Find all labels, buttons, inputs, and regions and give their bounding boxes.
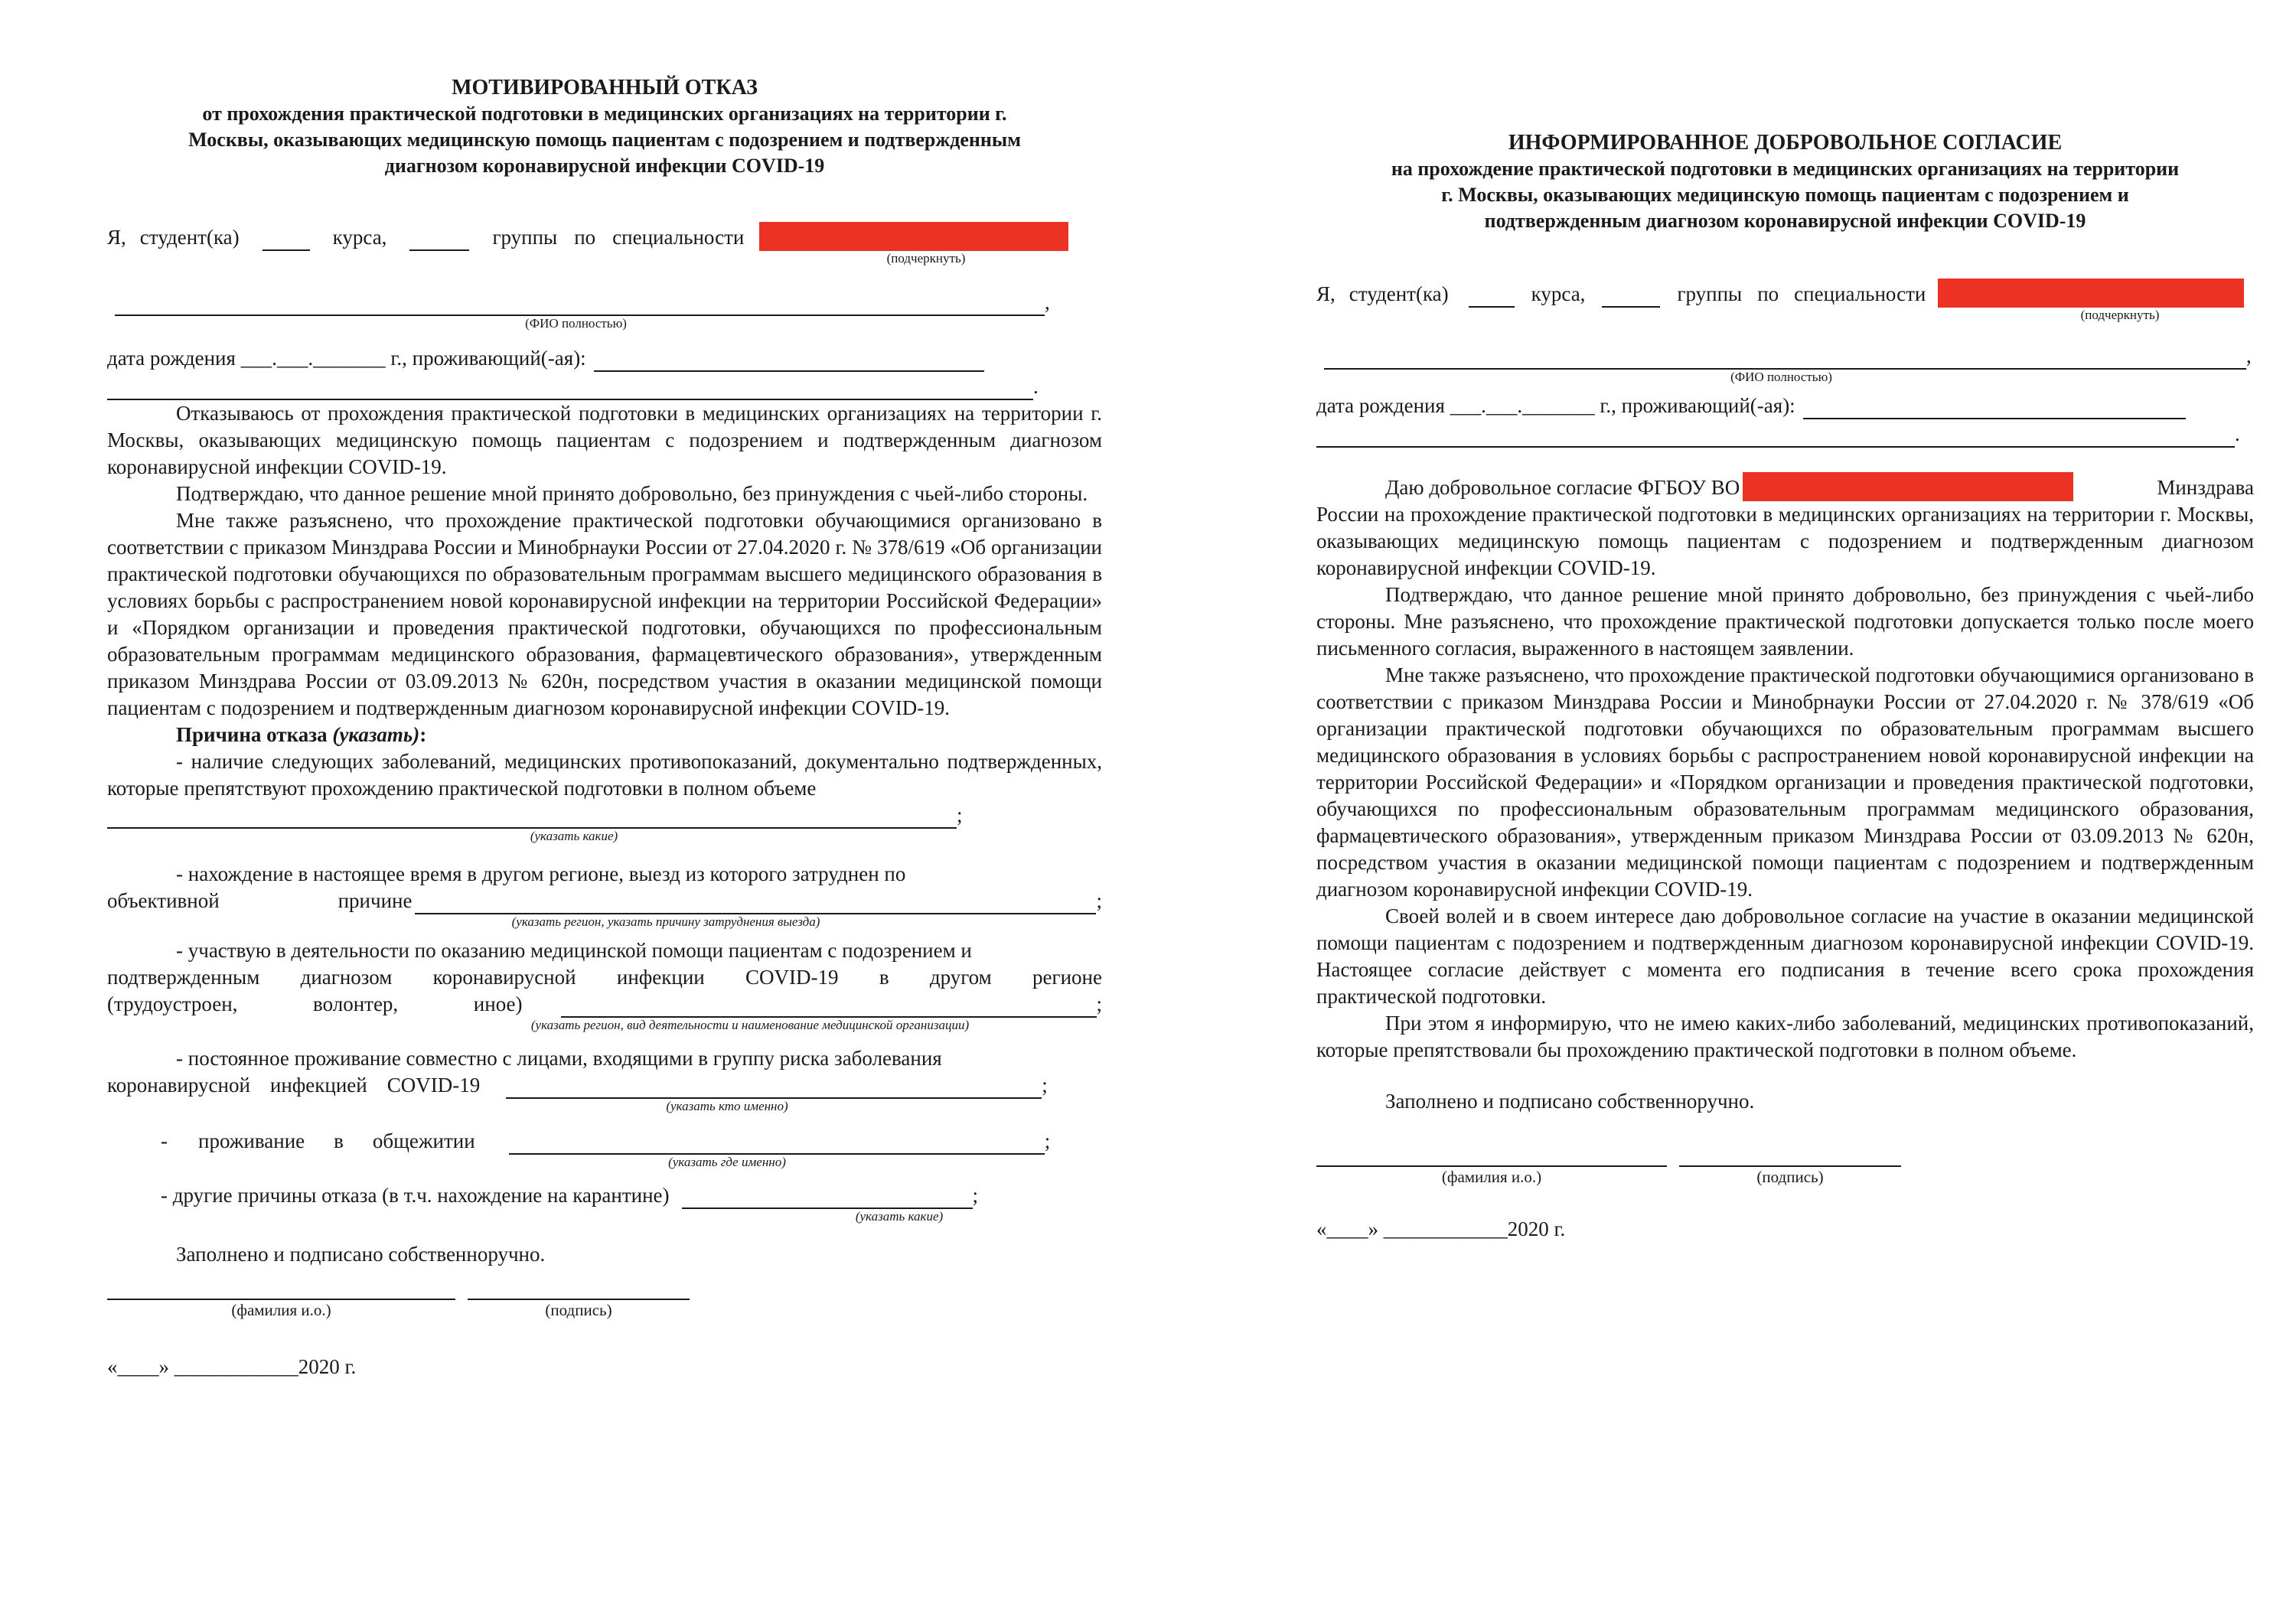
address-field[interactable] bbox=[594, 350, 984, 372]
reason-6-text: - другие причины отказа (в т.ч. нахождение на карантине) bbox=[161, 1184, 670, 1207]
course-field[interactable] bbox=[1469, 286, 1515, 308]
reason-1-line bbox=[107, 802, 1102, 829]
consent-paragraph: Своей волей и в своем интересе даю добровольное согласие на участие в оказании медицинской помощи пациентам с подозрением и подтвержденным диагнозом коронавирусной инфекции COVID-19. Настоящее согласие действует с момента его подписания в течение всего срока прохождения практической подготовки. bbox=[1316, 904, 2254, 1008]
address-field[interactable] bbox=[1803, 398, 2186, 419]
reason-label: Причина отказа bbox=[176, 723, 328, 746]
student-line bbox=[1316, 279, 2254, 308]
address-field-2[interactable] bbox=[1316, 426, 2235, 448]
reason-3-word: (трудоустроен, bbox=[107, 992, 238, 1015]
refusal-paragraph: Мне также разъяснено, что прохождение практической подготовки обучающимися организовано в соответствии с приказом Минздрава России и Минобрнауки России от 27.04.2020 г. № 378/619 «Об организации практической подготовки обучающихся по образовательным программам высшего медицинского образования в условиях борьбы с распространением новой коронавирусной инфекции на территории Российской Федерации» и «Порядком организации и проведения практической подготовки, обучающихся по профессиональным образовательным программам медицинского образования, фармацевтического образования», утвержденным приказом Минздрава России от 03.09.2013 № 620н, посредством участия в оказании медицинской помощи пациентам с подозрением и подтвержденным диагнозом коронавирусной инфекции COVID-19. bbox=[107, 509, 1102, 719]
refusal-subtitle-line: диагнозом коронавирусной инфекции COVID-19 bbox=[384, 155, 825, 177]
birth-line bbox=[107, 345, 1102, 372]
name-hint: (фамилия и.о.) bbox=[231, 1301, 331, 1319]
student-line bbox=[107, 222, 1102, 251]
group-label: группы bbox=[1677, 282, 1743, 305]
underline-hint: (подчеркнуть) bbox=[2080, 308, 2160, 322]
consent-ministry: Минздрава bbox=[2157, 476, 2254, 499]
spec-label: специальности bbox=[612, 226, 745, 249]
filled-text: Заполнено и подписано собственноручно. bbox=[1385, 1090, 1755, 1113]
fio-hint: (ФИО полностью) bbox=[1730, 370, 1832, 384]
refusal-paragraph: Подтверждаю, что данное решение мной принято добровольно, без принуждения с чьей-либо стороны. bbox=[176, 482, 1088, 505]
filled-text: Заполнено и подписано собственноручно. bbox=[176, 1243, 546, 1266]
course-label: курса, bbox=[332, 226, 387, 249]
specialty-redaction bbox=[759, 222, 1068, 251]
university-redaction bbox=[1743, 472, 2073, 501]
course-label: курса, bbox=[1531, 282, 1586, 305]
reason-4-line bbox=[107, 1072, 1102, 1099]
reason-item: - участвую в деятельности по оказанию медицинской помощи пациентам с подозрением и bbox=[176, 939, 972, 962]
reason-2-word: причине bbox=[338, 889, 413, 912]
reason-item: - постоянное проживание совместно с лицами, входящими в группу риска заболевания bbox=[176, 1047, 942, 1070]
sign-hint: (подпись) bbox=[1756, 1168, 1824, 1186]
specialty-redaction bbox=[1938, 279, 2244, 308]
reason-1-hint: (указать какие) bbox=[530, 829, 618, 843]
refusal-subtitle-line: от прохождения практической подготовки в медицинских организациях на территории г. bbox=[202, 103, 1007, 125]
refusal-paragraph: Отказываюсь от прохождения практической подготовки в медицинских организациях на территории г. Москвы, оказывающих медицинскую помощь пациентам с подозрением и подтвержденным диагнозом коронавирусной инфекции COVID-19. bbox=[107, 402, 1102, 478]
period: . bbox=[2235, 422, 2240, 445]
reason-3-hint: (указать регион, вид деятельности и наименование медицинской организации) bbox=[530, 1018, 970, 1032]
semicolon: ; bbox=[972, 1184, 979, 1207]
colon: : bbox=[419, 723, 427, 746]
spec-label: по bbox=[574, 226, 596, 249]
reason-item: подтвержденным диагнозом коронавирусной инфекции COVID-19 в другом регионе bbox=[107, 966, 1102, 989]
reason-5-word: общежитии bbox=[372, 1129, 475, 1152]
address-line-2 bbox=[107, 373, 1102, 400]
consent-paragraph: Мне также разъяснено, что прохождение практической подготовки обучающимися организовано в соответствии с приказом Минздрава России и Минобрнауки России от 27.04.2020 г. № 378/619 «Об организации практической подготовки обучающихся по образовательным программам высшего медицинского образования в условиях борьбы с распространением новой коронавирусной инфекции на территории Российской Федерации» и «Порядком организации и проведения практической подготовки, обучающихся по профессиональным образовательным программам медицинского образования, фармацевтического образования», утвержденным приказом Минздрава России от 03.09.2013 № 620н, посредством участия в оказании медицинской помощи пациентам с подозрением и подтвержденным диагнозом коронавирусной инфекции COVID-19. bbox=[1316, 663, 2254, 901]
birth-label: дата рождения ___.___._______ г., проживающий(-ая): bbox=[1316, 394, 1795, 417]
date-line: «____» ____________2020 г. bbox=[1316, 1217, 1566, 1240]
reason-5-hint: (указать где именно) bbox=[668, 1155, 786, 1169]
reason-2-line bbox=[107, 888, 1102, 914]
spec-label: по bbox=[1757, 282, 1779, 305]
signature-hints bbox=[1316, 1167, 2254, 1187]
reason-3-word: иное) bbox=[473, 992, 523, 1015]
reason-5-word: - bbox=[161, 1129, 168, 1152]
address-line-2 bbox=[1316, 421, 2254, 448]
student-label: студент(ка) bbox=[139, 226, 240, 249]
reason-6-field[interactable] bbox=[682, 1188, 973, 1209]
reason-3-word: волонтер, bbox=[313, 992, 399, 1015]
reason-4-word: COVID-19 bbox=[386, 1074, 481, 1097]
consent-form bbox=[1316, 0, 2254, 1243]
fio-hint: (ФИО полностью) bbox=[525, 316, 627, 331]
consent-title: ИНФОРМИРОВАННОЕ ДОБРОВОЛЬНОЕ СОГЛАСИЕ bbox=[1508, 131, 2063, 155]
spec-label: специальности bbox=[1794, 282, 1926, 305]
reason-item: - нахождение в настоящее время в другом регионе, выезд из которого затруднен по bbox=[176, 862, 906, 885]
reason-4-word: инфекцией bbox=[269, 1074, 367, 1097]
student-ya: Я, bbox=[107, 226, 126, 249]
reason-4-word: коронавирусной bbox=[107, 1074, 250, 1097]
reason-5-line bbox=[107, 1128, 1102, 1155]
consent-paragraph: При этом я информирую, что не имею каких-либо заболеваний, медицинских противопоказаний, которые препятствовали бы прохождению практической подготовки в полном объеме. bbox=[1316, 1012, 2254, 1061]
underline-hint: (подчеркнуть) bbox=[886, 251, 966, 266]
refusal-title: МОТИВИРОВАННЫЙ ОТКАЗ bbox=[452, 76, 758, 99]
fio-field[interactable] bbox=[1324, 348, 2246, 370]
reason-2-word: объективной bbox=[107, 889, 220, 912]
reason-heading bbox=[107, 722, 1102, 748]
reason-4-hint: (указать кто именно) bbox=[666, 1099, 788, 1113]
date-line: «____» ____________2020 г. bbox=[107, 1355, 357, 1378]
consent-subtitle-line: подтвержденным диагнозом коронавирусной инфекции COVID-19 bbox=[1484, 210, 2086, 232]
reason-6-line bbox=[107, 1182, 1102, 1209]
group-label: группы bbox=[492, 226, 558, 249]
course-field[interactable] bbox=[263, 230, 310, 251]
consent-paragraph: Подтверждаю, что данное решение мной принято добровольно, без принуждения с чьей-либо стороны. Мне разъяснено, что прохождение практической подготовки допускается только после моего письменного согласия, выраженного в настоящем заявлении. bbox=[1316, 583, 2254, 660]
consent-subtitle-line: на прохождение практической подготовки в медицинских организациях на территории bbox=[1391, 158, 2180, 180]
reason-6-hint: (указать какие) bbox=[855, 1209, 944, 1224]
fio-field[interactable] bbox=[115, 295, 1045, 316]
fio-line bbox=[1316, 343, 2254, 370]
student-ya: Я, bbox=[1316, 282, 1336, 305]
reason-2-field[interactable] bbox=[415, 893, 1096, 914]
signature-hints bbox=[107, 1300, 1102, 1320]
reason-5-word: проживание bbox=[198, 1129, 305, 1152]
reason-2-hint: (указать регион, указать причину затруднения выезда) bbox=[511, 914, 820, 929]
sign-hint: (подпись) bbox=[545, 1301, 612, 1319]
comma: , bbox=[2246, 344, 2252, 367]
consent-start: Даю добровольное согласие ФГБОУ ВО bbox=[1385, 476, 1740, 499]
address-field-2[interactable] bbox=[107, 379, 1033, 400]
reason-3-field[interactable] bbox=[561, 996, 1097, 1018]
refusal-subtitle-line: Москвы, оказывающих медицинскую помощь пациентам с подозрением и подтвержденным bbox=[188, 129, 1021, 151]
student-label: студент(ка) bbox=[1349, 282, 1449, 305]
name-hint: (фамилия и.о.) bbox=[1441, 1168, 1542, 1186]
period: . bbox=[1033, 375, 1039, 398]
reason-3-line bbox=[107, 991, 1102, 1018]
reason-5-field[interactable] bbox=[509, 1133, 1045, 1155]
reason-hint: (указать) bbox=[332, 723, 420, 746]
birth-label: дата рождения ___.___._______ г., проживающий(-ая): bbox=[107, 347, 586, 370]
birth-line bbox=[1316, 393, 2254, 419]
group-field[interactable] bbox=[409, 230, 469, 251]
semicolon: ; bbox=[957, 803, 963, 826]
reason-4-field[interactable] bbox=[506, 1077, 1042, 1099]
comma: , bbox=[1045, 291, 1050, 314]
consent-first-line bbox=[1316, 472, 2254, 501]
reason-item: - наличие следующих заболеваний, медицинских противопоказаний, документально подтвержденных, которые препятствуют прохождению практической подготовки в полном объеме bbox=[107, 750, 1102, 800]
refusal-form bbox=[107, 0, 1102, 1380]
semicolon: ; bbox=[1042, 1074, 1048, 1097]
reason-1-field[interactable] bbox=[107, 807, 957, 829]
group-field[interactable] bbox=[1602, 286, 1660, 308]
reason-5-word: в bbox=[334, 1129, 344, 1152]
semicolon: ; bbox=[1096, 889, 1102, 912]
semicolon: ; bbox=[1096, 992, 1103, 1015]
fio-line bbox=[107, 289, 1102, 316]
consent-subtitle-line: г. Москвы, оказывающих медицинскую помощь пациентам с подозрением и bbox=[1441, 184, 2129, 206]
consent-paragraph: России на прохождение практической подготовки в медицинских организациях на территории г. Москвы, оказывающих медицинскую помощь пациентам с подозрением и подтвержденным диагнозом коронавирусной инфекции COVID-19. bbox=[1316, 503, 2254, 579]
semicolon: ; bbox=[1044, 1129, 1051, 1152]
